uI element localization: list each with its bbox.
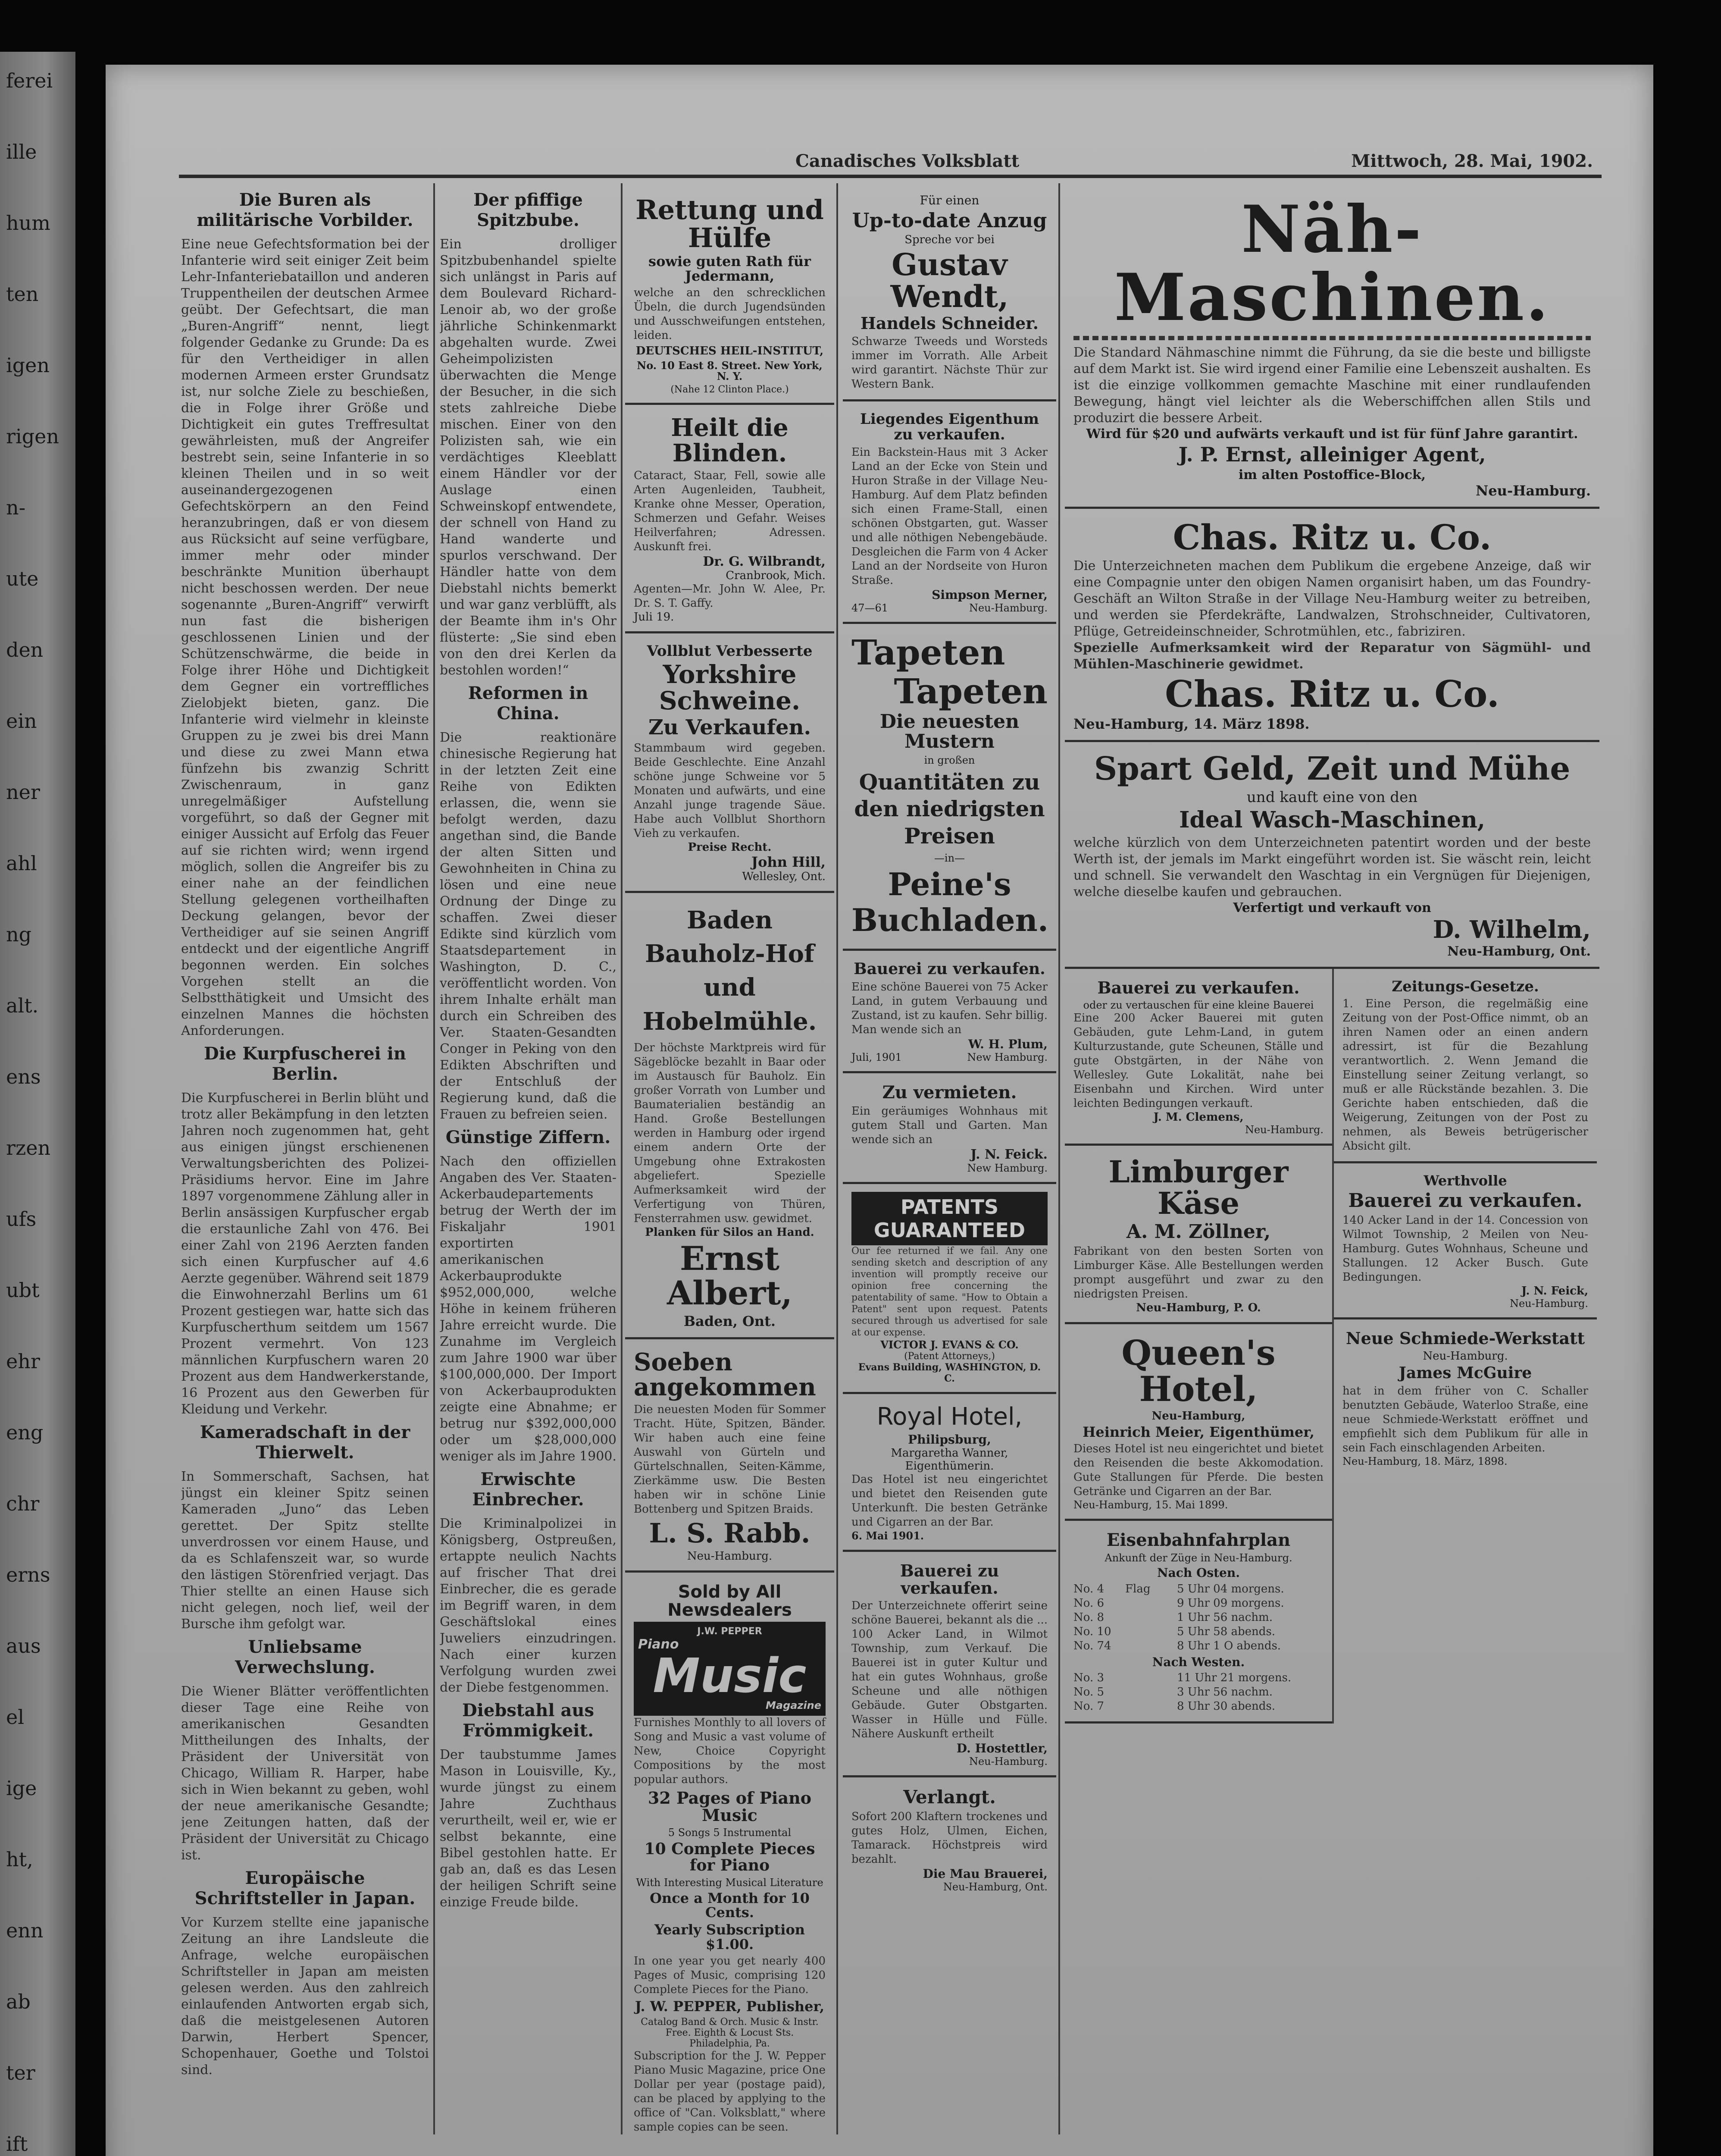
timetable-row [1073, 1699, 1324, 1714]
ad-text: Die Standard Nähmaschine nimmt die Führung, da sie die beste und billigste auf dem Markt ist. Sie wird irgend einer Familie eine Lebenszeit aushalten. Es ist die einzige vollkommen gemachte Maschine mit einer rundlaufenden Bewegung, hängt viel leichter als die Weberschiffchen allen Stils und produzirt die bessere Arbeit. [1073, 345, 1591, 426]
column-divider [621, 183, 623, 2134]
margin-fragment: ens [6, 1065, 41, 1088]
margin-fragment: ng [6, 923, 32, 946]
article-body: Ein drolliger Spitzbubenhandel spielte sich unlängst in Paris auf dem Boulevard Richard-Lenoir ab, wo der große jährliche Schinkenmarkt abgehalten wurde. Zwei Geheimpolizisten überwachten die Menge der Besucher, in die sich stets zahlreiche Diebe mischen. Einer von den Polizisten sah, wie ein verdächtiges Kleeblatt einem Händler vor der Auslage einen Schweinskopf entwendete, der schnell von Hand zu Hand wanderte und spurlos verschwand. Der Händler hatte von dem Diebstahl nichts bemerkt und war ganz verblüfft, als der Beamte ihm in's Ohr flüsterte: „Sie sind eben von den drei Kerlen da bestohlen worden!“ [440, 237, 616, 678]
ad-schmiede [1334, 1319, 1597, 1475]
subcolumn-right [1334, 969, 1597, 1724]
column-divider [836, 183, 838, 2134]
bottom-ads [1065, 969, 1599, 1724]
ad-signer: D. Hostettler, [956, 1741, 1048, 1756]
ad-yorkshire [625, 633, 834, 893]
ad-bauerei [1065, 969, 1332, 1146]
ad-heilt [625, 405, 834, 633]
article-title: Günstige Ziffern. [445, 1127, 611, 1147]
ad-publisher-address: Catalog Band & Orch. Music & Instr. Free. Eighth & Locust Sts. Philadelphia, Pa. [641, 2016, 819, 2049]
ad-text: Fabrikant von den besten Sorten von Limburger Käse. Alle Bestellungen werden prompt ausgeführt und zwar zu den niedrigsten Preisen. [1073, 1244, 1324, 1300]
ad-title: Tapeten [851, 632, 1005, 673]
ad-date: Juli 19. [634, 610, 674, 624]
ad-with: With Interesting Musical Literature [636, 1876, 823, 1889]
ad-text: In one year you get nearly 400 Pages of Music, comprising 120 Complete Pieces for the Piano. [634, 1955, 826, 1996]
column-4 [843, 185, 1056, 2134]
previous-page-edge [0, 52, 75, 2156]
ad-title: Näh-Maschinen. [1114, 191, 1550, 335]
ad-baden [625, 893, 834, 1339]
ad-signer: Simpson Merner, [932, 587, 1048, 602]
margin-fragment: rzen [6, 1136, 51, 1159]
ad-tapeten [843, 624, 1056, 951]
ad-agent: J. P. Ernst, alleiniger Agent, [1178, 443, 1486, 466]
ad-date: Neu-Hamburg, 18. März, 1898. [1342, 1455, 1508, 1467]
ad-place: Neu-Hamburg, P. O. [1136, 1301, 1261, 1314]
ad-place: New Hamburg. [967, 1051, 1048, 1063]
ad-title: Spart Geld, Zeit und Mühe [1094, 750, 1571, 788]
ad-place: Neu-Hamburg. [1509, 1297, 1588, 1310]
ad-place: Neu-Hamburg, Ont. [943, 1880, 1048, 1893]
margin-fragment: ein [6, 709, 37, 733]
ad-title: Chas. Ritz u. Co. [1173, 517, 1492, 558]
article-body: Vor Kurzem stellte eine japanische Zeitung an ihre Landsleute die Anfrage, welche europäischen Schriftsteller in Japan am meisten gelesen werden. Aus den zahlreich einlaufenden Antworten ergab sich, daß die meistgelesenen Autoren Darwin, Herbert Spencer, Schopenhauer, Goethe und Tolstoi sind. [181, 1915, 429, 2078]
article-title: Kameradschaft in der Thierwelt. [200, 1422, 410, 1463]
ad-place: Neu-Hamburg. [969, 1755, 1048, 1768]
ad-zeitungs-gesetze [1334, 969, 1597, 1164]
margin-fragment: ille [6, 140, 37, 163]
music-logo [634, 1622, 826, 1716]
margin-fragment: erns [6, 1563, 50, 1586]
train-no: No. 74 [1073, 1639, 1111, 1652]
ad-owner: Heinrich Meier, Eigenthümer, [1083, 1423, 1314, 1440]
newspaper-page [106, 65, 1653, 2156]
ad-owner: Margaretha Wanner, Eigenthümerin. [891, 1446, 1008, 1473]
margin-fragment: aus [6, 1634, 41, 1658]
ad-spart-geld [1065, 742, 1599, 968]
ad-place: Neu-Hamburg. [969, 602, 1048, 614]
ad-title: Soeben angekommen [634, 1348, 816, 1402]
date-line: Mittwoch, 28. Mai, 1902. [1351, 151, 1593, 171]
margin-fragment: el [6, 1705, 24, 1729]
article-title: Europäische Schriftsteller in Japan. [194, 1868, 416, 1908]
ad-text: hat in dem früher von C. Schaller benutzten Gebäude, Waterloo Straße, eine neue Schmiede-Werkstatt eröffnet und empfiehlt sich dem Publikum für alle in sein Fach einschlagenden Arbeiten. [1342, 1384, 1588, 1454]
ad-note: Planken für Silos an Hand. [645, 1226, 814, 1239]
timetable-row [1073, 1596, 1324, 1611]
article-body: Die reaktionäre chinesische Regierung hat in der letzten Zeit eine Reihe von Edikten erlassen, die, wenn sie befolgt werden, dazu angethan sind, die Bande der alten Sitten und Gewohnheiten in China zu lösen und eine neue Ordnung der Dinge zu schaffen. Zwei dieser Edikte sind kürzlich vom Staatsdepartement in Washington, D. C., veröffentlicht worden. Von ihrem Inhalte erhält man durch ein Schreiben des Ver. Staaten-Gesandten Conger in Peking von den Edikten Abschriften und der Entschluß der Regierung kund, daß die Frauen zu befreien seien. [440, 730, 616, 1122]
timetable-east [1073, 1582, 1324, 1653]
timetable-row [1073, 1611, 1324, 1625]
ad-vermieten [843, 1073, 1056, 1184]
ad-text: welche an den schrecklichen Übeln, die durch Jugendsünden und Ausschweifungen entstehen, leiden. [634, 286, 826, 342]
article [181, 1868, 429, 2078]
ad-note: Preise Recht. [688, 840, 772, 854]
margin-fragment: ehr [6, 1350, 40, 1373]
article-body: Die Kurpfuscherei in Berlin blüht und trotz aller Bekämpfung in den letzten Jahren noch zugenommen hat, geht aus einigen jüngst erschienenen Verwaltungsberichten des Polizei-Präsidiums hervor. Eine im Jahre 1897 vorgenommene Zählung aller in Berlin ansässigen Kurpfuscher ergab die erstaunliche Zahl von 476. Bei einer Zahl von 2196 Aerzten fanden sich einen Kurpfuscher auf 4.6 Aerzte gegenüber. Während seit 1879 die Einwohnerzahl Berlins um 61 Prozent gestiegen war, hatte sich das Kurpfuscherthum seitdem um 1567 Prozent vermehrt. Von 123 männlichen Kurpfuschern waren 20 Prozent aus dem Handwerkerstande, 16 Prozent aus den Gewerben für Kleidung und Verkehr. [181, 1091, 429, 1417]
ad-text: Ein geräumiges Wohnhaus mit gutem Stall und Garten. Man wende sich an [851, 1104, 1048, 1146]
column-3 [625, 185, 834, 2134]
ad-title: Liegendes Eigenthum zu verkaufen. [860, 411, 1039, 443]
train-no: No. 7 [1073, 1700, 1105, 1713]
ad-text: 140 Acker Land in der 14. Concession von Wilmot Township, 2 Meilen von Neu-Hamburg. Gutes Wohnhaus, Scheune und Stallungen. 12 Acker Busch. Gute Bedingungen. [1342, 1214, 1588, 1284]
ad-text: Stammbaum wird gegeben. Beide Geschlechte. Eine Anzahl schöne junge Schweine vor 5 Monaten und aufwärts, und eine Anzahl junge tragende Säue. Habe auch Vollblut Shorthorn Vieh zu verkaufen. [634, 741, 826, 840]
ad-text: Cataract, Staar, Fell, sowie alle Arten Augenleiden, Taubheit, Kranke ohne Messer, Operation, Schmerzen und Gefahr. Weises Heilverfahren; Adressen. Auskunft frei. [634, 469, 826, 553]
margin-fragment: ige [6, 1777, 37, 1800]
ad-quantities: Quantitäten zu den niedrigsten Preisen [854, 769, 1045, 849]
ad-text: Eine schöne Bauerei von 75 Acker Land, in gutem Verbauung und Zustand, ist zu kaufen. Sehr billig. Man wende sich an [851, 980, 1048, 1036]
ad-name: Ernst Albert, [667, 1239, 792, 1312]
ad-signer: John Hill, [751, 853, 826, 870]
train-time: 1 Uhr 56 nachm. [1177, 1611, 1273, 1624]
ad-title: Bauerei zu verkaufen. [1097, 978, 1300, 997]
train-time: 3 Uhr 56 nachm. [1177, 1686, 1273, 1699]
margin-fragment: alt. [6, 994, 39, 1017]
train-info [1125, 1685, 1177, 1699]
ad-product: Ideal Wasch-Maschinen, [1179, 807, 1485, 834]
ad-note: (Nahe 12 Clinton Place.) [670, 384, 789, 395]
ad-verlangt [843, 1777, 1056, 1900]
ad-place: Neu-Hamburg. [687, 1550, 773, 1563]
article-title: Unliebsame Verwechslung. [235, 1637, 375, 1677]
train-info [1125, 1699, 1177, 1714]
ad-bauerei-werthvolle [1334, 1163, 1597, 1319]
ad-headline: Sold by All Newsdealers [667, 1582, 792, 1620]
train-no: No. 8 [1073, 1611, 1105, 1624]
ad-title: Rettung und Hülfe [635, 194, 824, 254]
ad-text: Die Unterzeichneten machen dem Publikum die ergebene Anzeige, daß wir eine Compagnie unter den obigen Namen organisirt haben, um das Foundry-Geschäft an Wilton Straße in der Village Neu-Hamburg weiter zu betreiben, und werden sie Pferdekräfte, Landwalzen, Strohschneider, Cultivatoren, Pflüge, Getreideinschneider, Schrotmühlen, etc., fabriziren. [1073, 558, 1591, 639]
ad-eisenbahn [1065, 1521, 1332, 1724]
train-no: No. 5 [1073, 1686, 1105, 1699]
train-info [1125, 1639, 1177, 1653]
margin-fragment: ubt [6, 1279, 40, 1302]
timetable-row [1073, 1671, 1324, 1685]
ad-pages: 32 Pages of Piano Music [648, 1788, 812, 1825]
ad-name: Chas. Ritz u. Co. [1165, 673, 1499, 716]
timetable-row [1073, 1639, 1324, 1653]
column-5 [1065, 185, 1599, 2134]
margin-fragment: n- [6, 496, 26, 519]
patents-banner: PATENTS GUARANTEED [851, 1192, 1048, 1245]
ad-signer: J. M. Clemens, [1153, 1110, 1244, 1124]
ad-yearly: Yearly Subscription $1.00. [654, 1921, 805, 1952]
article-title: Diebstahl aus Frömmigkeit. [462, 1700, 594, 1741]
ad-stripe [1073, 336, 1591, 340]
margin-fragment: hum [6, 211, 50, 235]
ad-bauerei-1 [843, 951, 1056, 1073]
ad-title-2: Tapeten [894, 671, 1048, 711]
margin-fragment: ner [6, 780, 40, 804]
ad-place: Philipsburg, [908, 1432, 991, 1447]
ad-eigenthum [843, 401, 1056, 624]
ad-text: Ein Backstein-Haus mit 3 Acker Land an der Ecke von Stein und Huron Straße in der Village Neu-Hamburg. Auf dem Platz befinden sich einen Frame-Stall, einen schönen Obstgarten, gut. Wasser und alle nöthigen Nebengebäude. Desgleichen die Farm von 4 Acker Land an der Nordseite von Huron Straße. [851, 445, 1048, 587]
ad-title: Heilt die Blinden. [671, 414, 789, 467]
ad-place: New Hamburg. [967, 1162, 1048, 1174]
ad-pre: Vollblut Verbesserte [647, 642, 813, 660]
margin-fragment: ter [6, 2061, 35, 2084]
train-info [1125, 1671, 1177, 1685]
article-body: Die Kriminalpolizei in Königsberg, Ostpreußen, ertappte neulich Nachts auf frischer That drei Einbrecher, die es gerade im Begriff waren, in dem Geschäftslokal eines Juweliers einzudringen. Nach einer kurzen Verfolgung wurden zwei der Diebe festgenommen. [440, 1516, 616, 1695]
ad-title: Bauerei zu verkaufen. [900, 1561, 999, 1598]
article-body: Eine neue Gefechtsformation bei der Infanterie wird seit einiger Zeit beim Lehr-Infanteriebataillon und anderen Truppentheilen der deutschen Armee geübt. Der Gefechtsart, die man „Buren-Angriff“ nennt, liegt folgender Gedanke zu Grunde: Da es für den Vertheidiger in allen modernen Armeen erster Grundsatz ist, nur solche Ziele zu beschießen, die in Folge ihrer Größe und Dichtigkeit ein gutes Treffresultat gewährleisten, muß der Angreifer bestrebt sein, seine Infanterie in so kleinen Theilen und in so weit auseinandergezogenen Gefechtskörpern an den Feind heranzubringen, daß er von diesem aus Rücksicht auf seine verfügbare, immer mehr oder minder beschränkte Munition überhaupt nicht beschossen werden. Der neue sogenannte „Buren-Angriff“ verwirft nun fast die bisherigen geschlossenen Linien und der Schützenschwärme, die beide in Folge ihrer Höhe und Dichtigkeit dem Gegner ein vortreffliches Zielobjekt bieten, ganz. Die Infanterie wird vielmehr in kleinste Gruppen zu je zwei bis drei Mann und diese zu zwei Mann etwa fünfzehn bis zwanzig Schritt Zwischenraum, in ganz unregelmäßiger Aufstellung vorgeführt, so daß der Gegner mit einiger Aussicht auf Erfolg das Feuer auf sie richten wird; wenn irgend möglich, sollen die Angreifer bis zu einer nahe an der feindlichen Stellung gelegenen vortheilhaften Deckung gelangen, bevor der Vertheidiger auf sie seinen Angriff entdeckt und der eigentliche Angriff begonnen werden. Ein solches Vorgehen stellt an die Selbstthätigkeit und Umsicht des einzelnen Mannes die höchsten Anforderungen. [181, 237, 429, 1038]
ad-signer: Dr. G. Wilbrandt, [703, 554, 826, 569]
ad-place: Cranbrook, Mich. [726, 569, 826, 582]
ad-text: Der Unterzeichnete offerirt seine schöne Bauerei, bekannt als die ... 100 Acker Land, in Wilmot Township, zum Verkauf. Die Bauerei ist in guter Kultur und hat ein gutes Wohnhaus, große Scheune und alle nöthigen Gebäude. Guter Obstgarten. Wasser in Hülle und Fülle. Nähere Auskunft ertheilt [851, 1599, 1048, 1741]
ad-rettung [625, 185, 834, 405]
ad-title: Royal Hotel, [876, 1402, 1023, 1431]
article [181, 190, 429, 1039]
ad-agent: VICTOR J. EVANS & CO. [880, 1338, 1019, 1351]
ad-complete: 10 Complete Pieces for Piano [644, 1840, 815, 1874]
ad-title: Bauerei zu verkaufen. [854, 960, 1045, 978]
margin-fragment: rigen [6, 425, 59, 448]
ad-title: Limburger Käse [1108, 1153, 1289, 1222]
ad-title: Up-to-date Anzug [852, 209, 1047, 232]
train-time: 5 Uhr 58 abends. [1177, 1625, 1276, 1638]
margin-fragment: chr [6, 1492, 40, 1515]
article-title: Die Buren als militärische Vorbilder. [197, 190, 413, 230]
article-title: Reformen in China. [468, 683, 588, 724]
ad-special: Spezielle Aufmerksamkeit wird der Reparatur von Sägmühl- und Mühlen-Maschinerie gewidmet. [1073, 640, 1591, 672]
publisher-tag: J.W. PEPPER [697, 1626, 762, 1637]
ad-text: Sofort 200 Klaftern trockenes und gutes Holz, Ulmen, Eichen, Tamarack. Höchstpreis wird bezahlt. [851, 1810, 1048, 1866]
ad-subtitle: Spreche vor bei [904, 233, 995, 247]
ad-pre: Für einen [920, 193, 979, 207]
ad-chas-ritz [1065, 509, 1599, 742]
running-head: Canadisches Volksblatt [795, 151, 1020, 171]
timetable-west [1073, 1671, 1324, 1714]
margin-fragment: ift [6, 2132, 28, 2156]
ad-title: Yorkshire Schweine. [659, 660, 801, 716]
column-2 [440, 185, 616, 2134]
ad-name: Peine's Buchladen. [851, 866, 1048, 939]
ad-date: Juli, 1901 [851, 1051, 902, 1063]
ad-im: —in— [934, 852, 965, 865]
ad-agents: Agenten—Mr. John W. Alee, Pr. Dr. S. T. Gaffy. [634, 582, 826, 610]
ad-name: L. S. Rabb. [649, 1517, 810, 1549]
header-rule [179, 175, 1602, 178]
ad-queens-hotel [1065, 1324, 1332, 1521]
article-body: Die Wiener Blätter veröffentlichten dieser Tage eine Reihe von amerikanischen Gesandten Mittheilungen des Inhalts, der Präsident der Universität von Chicago, William R. Harper, habe sich in Wien bekannt zu geben, wohl der neue amerikanische Gesandte; jene Zeitungen hatten, daß der Präsident der Universität zu Chicago ist. [181, 1684, 429, 1863]
margin-fragment: ahl [6, 852, 37, 875]
margin-fragment: igen [6, 354, 50, 377]
column-divider [433, 183, 435, 2134]
ad-text: Subscription for the J. W. Pepper Piano Music Magazine, price One Dollar per year (postage paid), can be placed by applying to the office of "Can. Volksblatt," where sample copies can be seen. [634, 2049, 826, 2134]
ad-date: Neu-Hamburg, 14. März 1898. [1073, 716, 1310, 733]
ad-price: Wird für $20 und aufwärts verkauft und ist für fünf Jahre garantirt. [1086, 426, 1578, 442]
margin-fragment: ferei [6, 69, 53, 92]
ad-title: Zu vermieten. [882, 1082, 1017, 1103]
article [181, 1637, 429, 1864]
column-divider [1058, 183, 1060, 2134]
article [440, 683, 616, 1123]
article-body: Nach den offiziellen Angaben des Ver. Staaten-Ackerbaudepartements betrug der Werth der im Fiskaljahr 1901 exportirten amerikanischen Ackerbauprodukte $952,000,000, welche Höhe in keinem früheren Jahre erreicht wurde. Die Zunahme im Vergleich zum Jahre 1900 war über $100,000,000. Der Import von Ackerbauprodukten zeigte eine Abnahme; er betrug nur $392,000,000 oder um $28,000,000 weniger als im Jahre 1900. [440, 1154, 616, 1464]
margin-fragment: den [6, 638, 44, 661]
ad-subtitle: Die neuesten Mustern [879, 710, 1020, 752]
ad-subtitle: Ankunft der Züge in Neu-Hamburg. [1105, 1552, 1292, 1564]
ad-name: A. M. Zöllner, [1126, 1220, 1271, 1243]
margin-fragment: ufs [6, 1207, 37, 1231]
ad-naeh-maschinen [1065, 185, 1599, 509]
article-title: Der pfiffige Spitzbube. [473, 190, 583, 230]
ad-date: 6. Mai 1901. [851, 1529, 924, 1542]
article-body: Der taubstumme James Mason in Louisville, Ky., wurde jüngst zu einem Jahre Zuchthaus verurtheilt, weil er, wie er selbst bekannte, eine Bibel gestohlen hatte. Er gab an, daß es das Lesen der heiligen Schrift seine einzige Freude bilde. [440, 1747, 616, 1910]
ad-subtitle: oder zu vertauschen für eine kleine Bauerei [1083, 999, 1314, 1011]
train-time: 9 Uhr 09 morgens. [1177, 1596, 1284, 1610]
article [181, 1044, 429, 1418]
ad-title: Verlangt. [903, 1786, 996, 1808]
ad-title: Queen's Hotel, [1121, 1332, 1276, 1409]
train-time: 8 Uhr 30 abends. [1177, 1700, 1276, 1713]
article [440, 1700, 616, 1911]
ad-footer [851, 602, 1048, 614]
article [440, 1469, 616, 1696]
train-info [1125, 1625, 1177, 1639]
ad-address: im alten Postoffice-Block, [1238, 467, 1426, 483]
ad-once: Once a Month for 10 Cents. [650, 1890, 810, 1921]
article [440, 1127, 616, 1465]
ad-subtitle: Zu Verkaufen. [648, 715, 811, 740]
ad-gustav [843, 185, 1056, 401]
timetable-row [1073, 1582, 1324, 1596]
ad-pre: Werthvolle [1424, 1172, 1507, 1189]
article-body: In Sommerschaft, Sachsen, hat jüngst ein kleiner Spitz seinen Kameraden „Juno“ das Leben gerettet. Der Spitz stellte unverdrossen vor einem Hause, und da es Schlafenszeit war, so wurde den lästigen Störenfried verjagt. Das Thier stellte an einen Hause sich nicht gelegen, noch lief, weil der Bursche ihm gefolgt war. [181, 1469, 429, 1632]
ad-address: Evans Building, WASHINGTON, D. C. [858, 1361, 1041, 1384]
ad-name: James McGuire [1399, 1364, 1532, 1382]
ad-place: Neu-Hamburg, Ont. [1447, 943, 1591, 959]
ad-text: Die neuesten Moden für Sommer Tracht. Hüte, Spitzen, Bänder. Wir haben auch eine feine Auswahl von Gürteln und Gürtelschnallen, Seiten-Kämme, Zierkämme usw. Die Besten haben wir in schöne Linie Bottenberg und Spitzen Braids. [634, 1403, 826, 1516]
column-1 [181, 185, 429, 2134]
ad-num: 47—61 [851, 602, 889, 614]
ad-text: Schwarze Tweeds und Worsteds immer im Vorrath. Alle Arbeit wird garantirt. Nächste Thür zur Western Bank. [851, 335, 1048, 391]
ad-title: Eisenbahnfahrplan [1106, 1530, 1291, 1551]
logo-small: Piano [638, 1637, 679, 1652]
logo-big: Music [653, 1648, 807, 1704]
train-time: 11 Uhr 21 morgens. [1177, 1671, 1292, 1685]
ad-text: Our fee returned if we fail. Any one sending sketch and description of any invention will promptly receive our opinion free concerning the patentability of same. "How to Obtain a Patent" sent upon request. Patents secured through us advertised for sale at our expense. [851, 1245, 1048, 1338]
ad-signer: J. N. Feick. [970, 1147, 1048, 1162]
ad-footer [851, 1051, 1048, 1063]
ad-name: Gustav Wendt, [890, 247, 1009, 314]
ad-institute: DEUTSCHES HEIL-INSTITUT, [635, 345, 824, 358]
article [181, 1422, 429, 1633]
ad-subtitle: und kauft eine von den [1246, 789, 1418, 806]
direction-west: Nach Westen. [1152, 1655, 1245, 1669]
ad-title: Bauerei zu verkaufen. [1348, 1190, 1583, 1212]
train-no: No. 6 [1073, 1596, 1105, 1610]
train-info [1125, 1596, 1177, 1611]
train-info: Flag [1125, 1582, 1151, 1595]
ad-text: Dieses Hotel ist neu eingerichtet und bietet den Reisenden die beste Akkomodation. Gute Stallungen für Pferde. Die besten Getränke und Cigarren an der Bar. [1073, 1442, 1324, 1498]
train-no: No. 10 [1073, 1625, 1111, 1638]
train-info [1125, 1611, 1177, 1625]
ad-limburger [1065, 1146, 1332, 1324]
ad-title: Baden Bauholz-Hof und Hobelmühle. [642, 906, 817, 1036]
ad-place: Neu-Hamburg, [1152, 1409, 1245, 1423]
ad-text: Der höchste Marktpreis wird für Sägeblöcke bezahlt in Baar oder im Austausch für Bauholz. Ein großer Vorrath von Lumber und Baumaterialien beständig an Hand. Große Bestellungen werden in Hamburg oder irgend einem andern Orte der Umgebung ohne Extrakosten abgeliefert. Spezielle Aufmerksamkeit wird der Verfertigung von Thüren, Fensterrahmen usw. gewidmet. [634, 1041, 826, 1225]
train-time: 8 Uhr 1 O abends. [1177, 1639, 1281, 1652]
ad-music [625, 1573, 834, 2134]
ad-signer: J. N. Feick, [1521, 1285, 1588, 1298]
margin-fragment: ht, [6, 1848, 33, 1871]
ad-title: Neue Schmiede-Werkstatt [1346, 1329, 1585, 1348]
train-time: 5 Uhr 04 morgens. [1177, 1582, 1284, 1595]
margin-fragment: ab [6, 1990, 31, 2013]
ad-place: Neu-Hamburg. [1423, 1350, 1508, 1363]
ad-address: No. 10 East 8. Street. New York, N. Y. [637, 359, 823, 382]
ad-name: D. Wilhelm, [1433, 915, 1591, 944]
ad-songs: 5 Songs 5 Instrumental [668, 1827, 792, 1839]
ad-title: Zeitungs-Gesetze. [1392, 978, 1539, 995]
margin-fragment: eng [6, 1421, 44, 1444]
ad-text: welche kürzlich von dem Unterzeichneten patentirt worden und der beste Werth ist, der jemals im Markt eingeführt worden ist. Sie wäscht rein, leicht und schnell. Sie verwandelt den Waschtag in ein Vergnügen für Diejenigen, welche dieselbe kaufen und gebrauchen. [1073, 835, 1591, 899]
ad-text: Das Hotel ist neu eingerichtet und bietet den Reisenden gute Unterkunft. Die besten Getränke und Cigarren an der Bar. [851, 1473, 1048, 1529]
ad-bauerei-2 [843, 1552, 1056, 1778]
ad-made: Verfertigt und verkauft von [1233, 900, 1431, 915]
logo-sub: Magazine [765, 1699, 821, 1712]
ad-patents [843, 1184, 1056, 1394]
train-no: No. 3 [1073, 1671, 1105, 1685]
subcolumn-left [1065, 969, 1334, 1724]
ad-place: Neu-Hamburg. [1476, 483, 1591, 499]
ad-publisher: J. W. PEPPER, Publisher, [635, 1998, 825, 2015]
ad-place: Wellesley, Ont. [742, 870, 826, 883]
ad-subtitle: sowie guten Rath für Jedermann, [648, 253, 811, 284]
margin-fragment: ten [6, 282, 39, 306]
ad-text: 1. Eine Person, die regelmäßig eine Zeitung von der Post-Office nimmt, ob an ihren Namen oder an einen andern adressirt, ist für die Bezahlung verantwortlich. 2. Wenn Jemand die Einstellung seiner Zeitung verlangt, so muß er alle Rückstände bezahlen. 3. Die Gerichte haben entschieden, daß die Weigerung, Zeitungen von der Post zu nehmen, als Beweis betrügerischer Absicht gilt. [1342, 997, 1588, 1153]
timetable-row [1073, 1685, 1324, 1699]
ad-signer: W. H. Plum, [968, 1037, 1048, 1051]
ad-in: in großen [924, 754, 975, 766]
article-title: Erwischte Einbrecher. [472, 1469, 584, 1510]
ad-date: Neu-Hamburg, 15. Mai 1899. [1073, 1499, 1228, 1511]
ad-soeben [625, 1339, 834, 1573]
ad-place: Baden, Ont. [683, 1313, 776, 1329]
ad-text: Furnishes Monthly to all lovers of Song and Music a vast volume of New, Choice Copyright Compositions by the most popular authors. [634, 1716, 826, 1786]
ad-role: Handels Schneider. [860, 313, 1039, 333]
timetable-row [1073, 1625, 1324, 1639]
margin-fragment: ute [6, 567, 39, 590]
article [440, 190, 616, 679]
ad-signer: Die Mau Brauerei, [923, 1866, 1048, 1881]
ad-royal-hotel [843, 1394, 1056, 1552]
train-no: No. 4 [1073, 1582, 1105, 1595]
article-title: Die Kurpfuscherei in Berlin. [204, 1044, 406, 1084]
ad-agent-sub: (Patent Attorneys,) [904, 1351, 995, 1362]
margin-fragment: enn [6, 1919, 44, 1942]
direction-east: Nach Osten. [1157, 1566, 1240, 1580]
ad-place: Neu-Hamburg. [1245, 1123, 1324, 1136]
ad-text: Eine 200 Acker Bauerei mit guten Gebäuden, gute Lehm-Land, in gutem Kulturzustande, gute Scheunen, Ställe und gute Obstgärten, in der Nähe von Wellesley. Gute Lokalität, nahe bei Eisenbahn und Kirchen. Wird unter leichten Bedingungen verkauft. [1073, 1011, 1324, 1110]
